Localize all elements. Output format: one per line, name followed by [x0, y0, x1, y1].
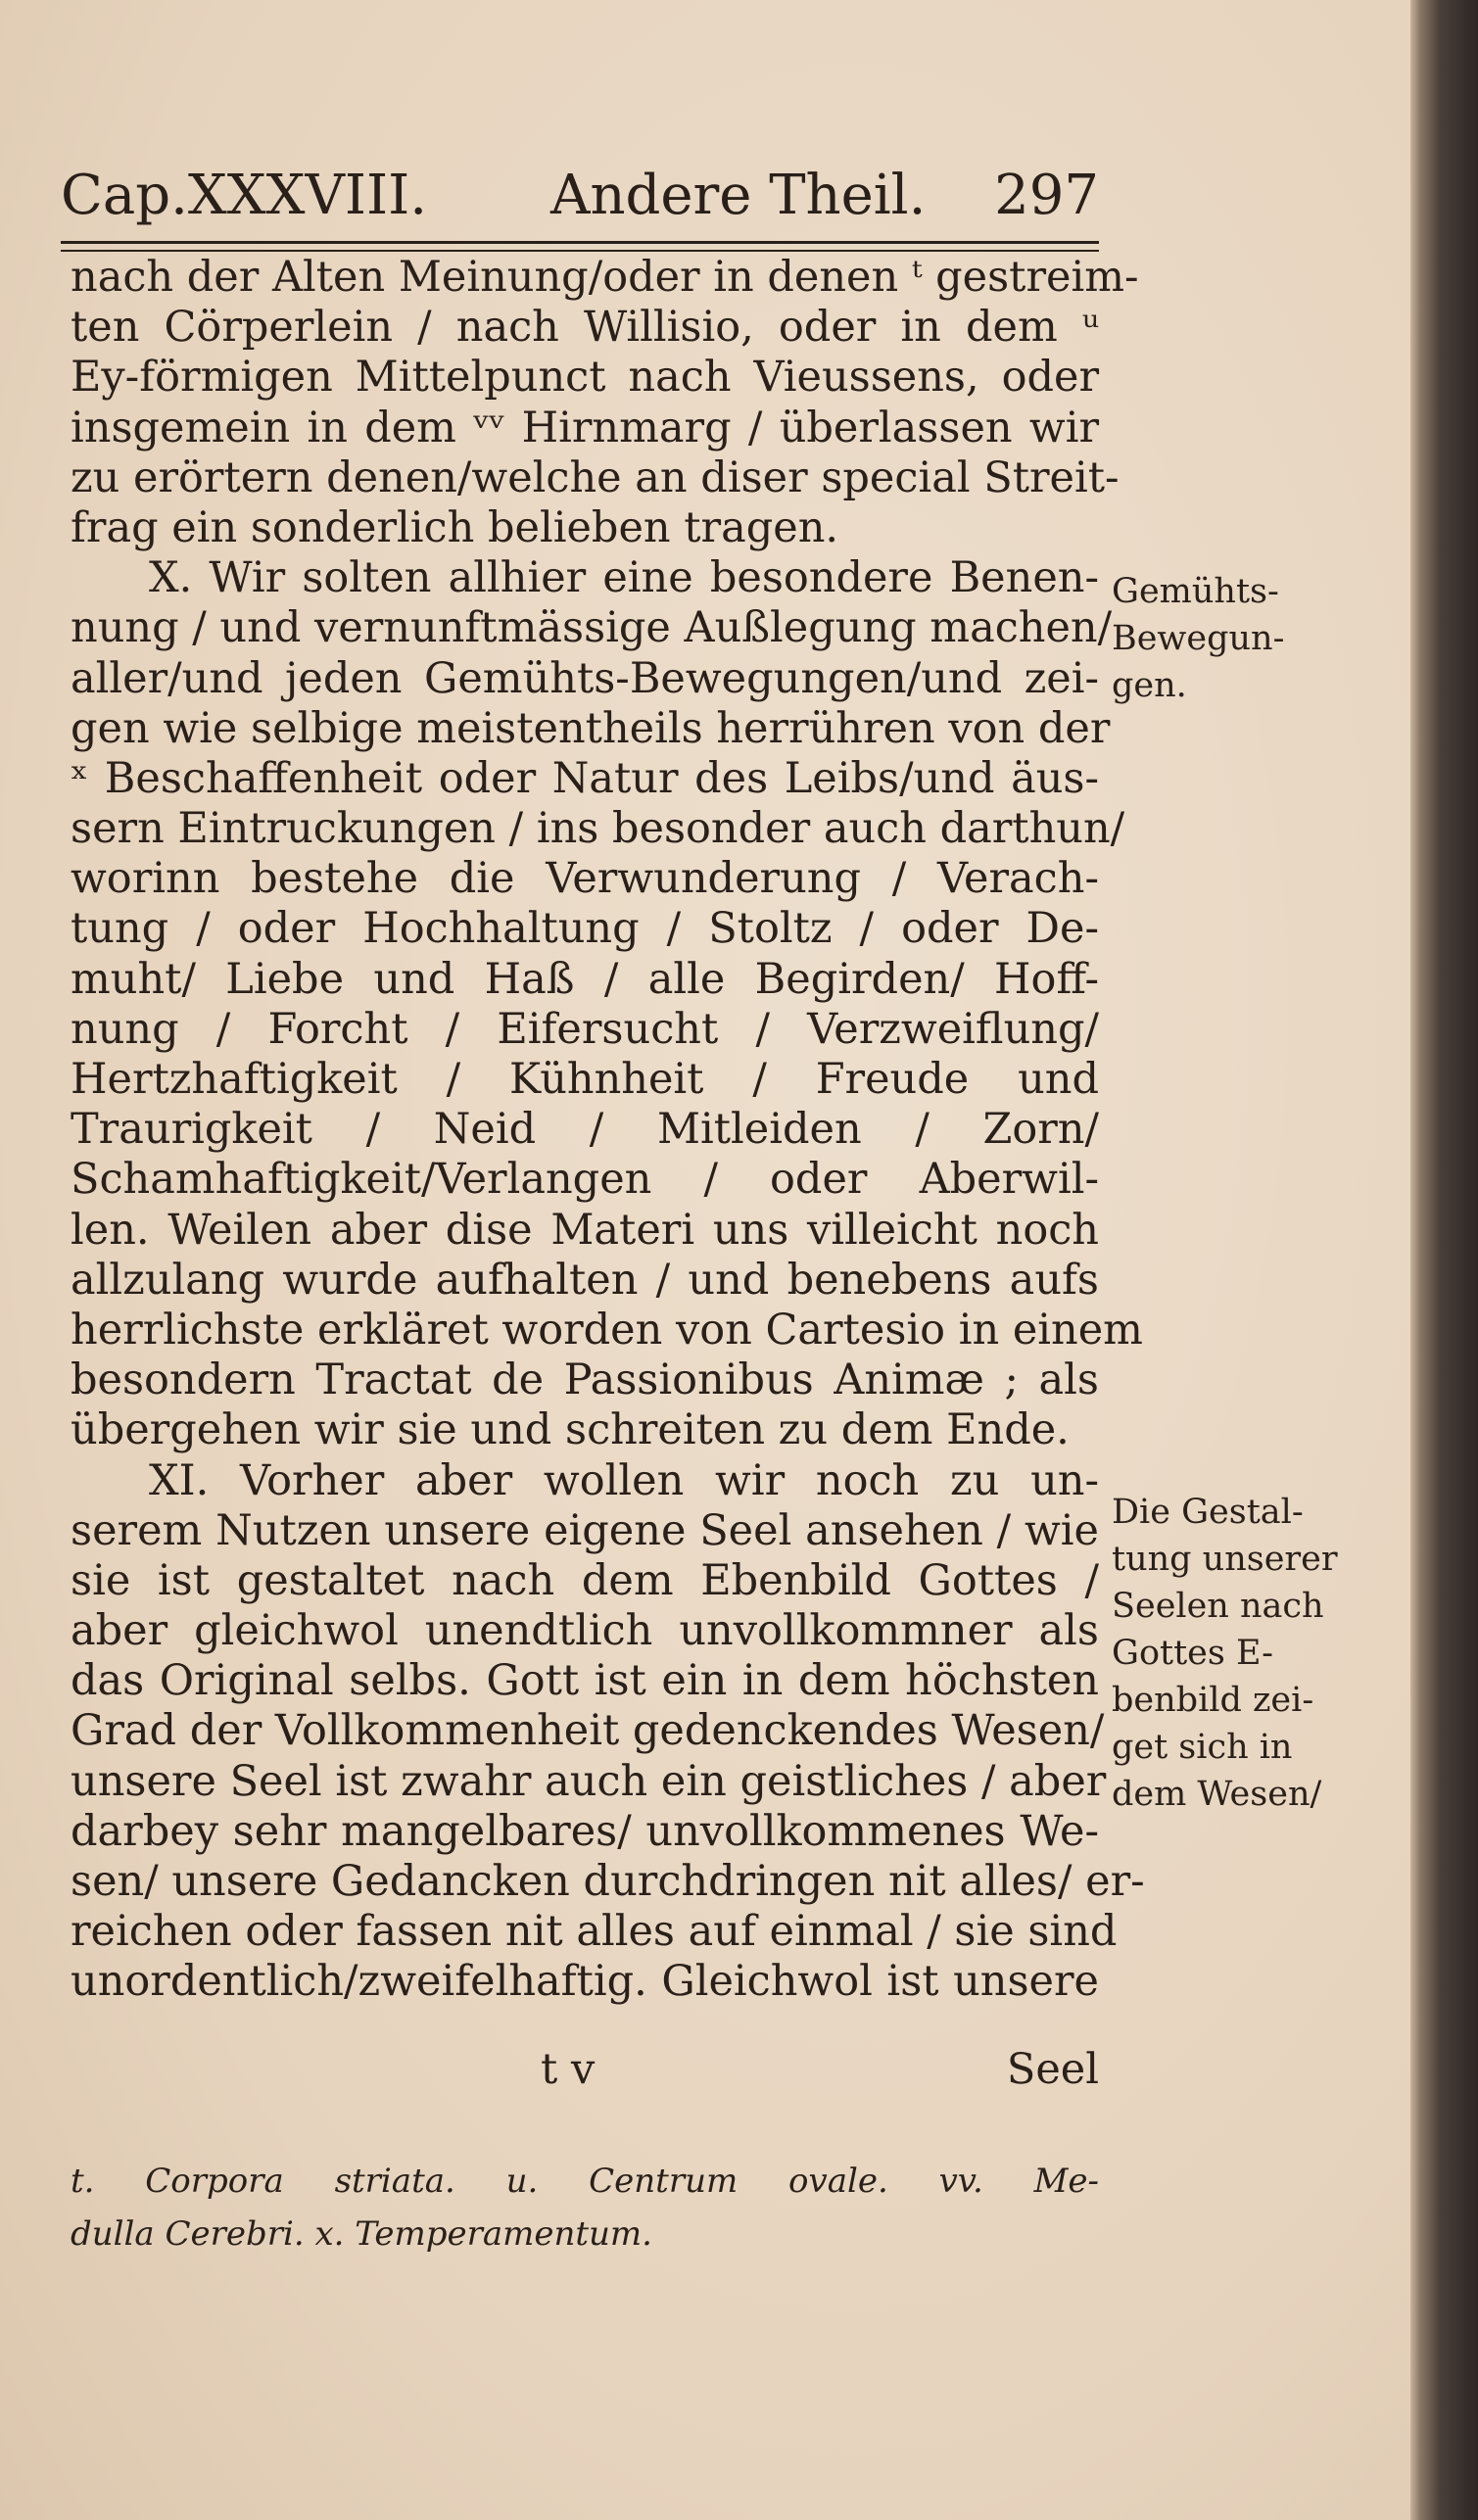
margin-note-line: get sich in: [1112, 1728, 1293, 1767]
margin-note-line: Seelen nach: [1112, 1587, 1324, 1626]
running-header: [61, 157, 1099, 235]
text-line: übergehen wir sie und schreiten zu dem Ende.: [71, 1405, 1070, 1455]
text-line: unsere Seel ist zwahr auch ein geistliches / aber: [71, 1756, 1107, 1806]
chapter-heading: Cap.XXXVIII.: [61, 164, 428, 227]
footnote-line: t. Corpora striata. u. Centrum ovale. vv. Me-: [71, 2162, 1099, 2201]
text-line: aber gleichwol unendtlich unvollkommner als: [71, 1606, 1099, 1656]
text-line: serem Nutzen unsere eigene Seel ansehen / wie: [71, 1505, 1099, 1555]
text-line: frag ein sonderlich belieben tragen.: [71, 502, 839, 552]
main-text: [71, 253, 1145, 2008]
paragraph-x-start: X. Wir solten allhier eine besondere Benen-: [149, 553, 1099, 603]
page-edge-shadow: [1410, 0, 1478, 2520]
margin-note-soul: [1112, 1489, 1337, 1818]
margin-note-line: Gemühts-: [1112, 572, 1279, 611]
page-number: 297: [994, 164, 1099, 227]
text-line: tung / oder Hochhaltung / Stoltz / oder De-: [71, 904, 1099, 954]
paragraph-xi-start: XI. Vorher aber wollen wir noch zu un-: [149, 1455, 1099, 1505]
text-line: nach der Alten Meinung/oder in denen ᵗ gestreim-: [71, 253, 1139, 302]
text-line: ten Cörperlein / nach Willisio, oder in dem ᵘ: [71, 303, 1099, 353]
part-heading: Andere Theil.: [550, 164, 927, 227]
header-rule: [61, 241, 1099, 252]
text-line: allzulang wurde aufhalten / und benebens aufs: [71, 1255, 1099, 1305]
margin-note-line: Bewegun-: [1112, 619, 1285, 658]
text-line: sern Eintruckungen / ins besonder auch darthun/: [71, 804, 1125, 854]
margin-note-emotions: [1112, 568, 1337, 709]
text-line: Grad der Vollkommenheit gedenckendes Wesen/: [71, 1706, 1105, 1756]
text-line: Hertzhaftigkeit / Kühnheit / Freude und: [71, 1055, 1099, 1104]
text-line: zu erörtern denen/welche an diser special Streit-: [71, 452, 1120, 502]
text-line: ˣ Beschaffenheit oder Natur des Leibs/und äus-: [71, 753, 1099, 803]
catchline: [71, 2045, 1099, 2096]
text-line: Schamhaftigkeit/Verlangen / oder Aberwil-: [71, 1155, 1099, 1205]
text-line: besondern Tractat de Passionibus Animæ ; als: [71, 1355, 1099, 1405]
margin-note-line: Die Gestal-: [1112, 1493, 1304, 1532]
margin-note-line: gen.: [1112, 666, 1187, 705]
text-line: sen/ unsere Gedancken durchdringen nit alles/ er-: [71, 1857, 1145, 1906]
text-line: sie ist gestaltet nach dem Ebenbild Gottes /: [71, 1555, 1099, 1605]
text-line: insgemein in dem ᵛᵛ Hirnmarg / überlassen wir: [71, 403, 1099, 452]
text-line: aller/und jeden Gemühts-Bewegungen/und zei-: [71, 653, 1099, 703]
text-line: len. Weilen aber dise Materi uns villeicht noch: [71, 1205, 1099, 1255]
margin-note-line: tung unserer: [1112, 1540, 1338, 1579]
text-line: gen wie selbige meistentheils herrühren von der: [71, 703, 1111, 753]
text-line: darbey sehr mangelbares/ unvollkommenes We-: [71, 1806, 1099, 1856]
text-line: reichen oder fassen nit alles auf einmal / sie sind: [71, 1907, 1118, 1957]
signature-mark: t v: [541, 2045, 596, 2094]
text-line: worinn bestehe die Verwunderung / Verach-: [71, 854, 1099, 904]
footnote-line: dulla Cerebri. x. Temperamentum.: [71, 2214, 652, 2254]
text-line: Ey-förmigen Mittelpunct nach Vieussens, oder: [71, 353, 1099, 403]
text-line: das Original selbs. Gott ist ein in dem höchsten: [71, 1656, 1099, 1706]
margin-note-line: benbild zei-: [1112, 1681, 1314, 1720]
footnotes: [71, 2155, 1099, 2260]
text-line: nung / und vernunftmässige Außlegung machen/: [71, 603, 1113, 653]
catchword: Seel: [1006, 2045, 1099, 2094]
text-line: herrlichste erkläret worden von Cartesio in einem: [71, 1305, 1143, 1355]
margin-note-line: Gottes E-: [1112, 1634, 1273, 1673]
margin-note-line: dem Wesen/: [1112, 1775, 1322, 1814]
text-line: muht/ Liebe und Haß / alle Begirden/ Hoff-: [71, 954, 1099, 1004]
text-line: nung / Forcht / Eifersucht / Verzweiflung/: [71, 1004, 1099, 1054]
text-line: Traurigkeit / Neid / Mitleiden / Zorn/: [71, 1105, 1099, 1155]
text-line: unordentlich/zweifelhaftig. Gleichwol ist unsere: [71, 1957, 1099, 2007]
